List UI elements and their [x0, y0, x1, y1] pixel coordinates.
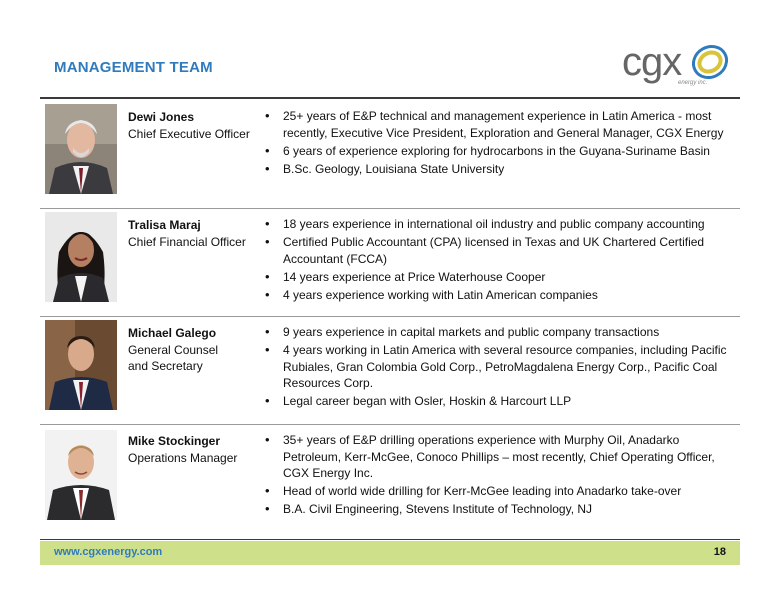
- footer-divider: [40, 539, 740, 540]
- experience-list: [265, 432, 735, 519]
- experience-item: • 25+ years of E&P technical and management experience in Latin America - most recently, Executive Vice President, Exploration and General Manager, CGX Energy: [265, 108, 735, 141]
- row-divider: [40, 316, 740, 317]
- footer-bar: [40, 541, 740, 565]
- logo-subtext: energy inc.: [678, 80, 708, 86]
- portrait-photo: [45, 212, 117, 302]
- team-member-row: [40, 208, 740, 316]
- experience-item: • Legal career began with Osler, Hoskin & Harcourt LLP: [265, 393, 735, 410]
- member-name: Dewi Jones: [128, 110, 195, 124]
- page-title: MANAGEMENT TEAM: [54, 59, 213, 76]
- footer-website-link[interactable]: www.cgxenergy.com: [54, 546, 163, 558]
- experience-item: • 14 years experience at Price Waterhouse Cooper: [265, 269, 735, 286]
- portrait-photo: [45, 104, 117, 194]
- experience-list: [265, 324, 735, 411]
- logo-wordmark: cgx: [622, 40, 682, 84]
- experience-list: [265, 216, 735, 305]
- logo-swirl-icon: [688, 40, 732, 84]
- team-member-row: [40, 316, 740, 424]
- member-role: Chief Executive Officer: [128, 127, 250, 141]
- experience-item: • B.Sc. Geology, Louisiana State University: [265, 161, 735, 178]
- member-name: Mike Stockinger: [128, 434, 221, 448]
- row-divider: [40, 208, 740, 209]
- experience-list: [265, 108, 735, 179]
- page-number: 18: [713, 546, 726, 558]
- experience-item: • 4 years experience working with Latin American companies: [265, 287, 735, 304]
- experience-item: • Head of world wide drilling for Kerr-McGee leading into Anadarko take-over: [265, 483, 735, 500]
- portrait-photo: [45, 320, 117, 410]
- member-role: Chief Financial Officer: [128, 235, 246, 249]
- member-name: Tralisa Maraj: [128, 218, 201, 232]
- company-logo: [620, 36, 732, 92]
- row-divider: [40, 424, 740, 425]
- experience-item: • B.A. Civil Engineering, Stevens Institute of Technology, NJ: [265, 501, 735, 518]
- header-divider: [40, 97, 740, 99]
- member-name: Michael Galego: [128, 326, 217, 340]
- team-member-row: [40, 424, 740, 536]
- member-role: Operations Manager: [128, 451, 238, 465]
- portrait-photo: [45, 430, 117, 520]
- experience-item: • 4 years working in Latin America with several resource companies, including Pacific Rubiales, Gran Colombia Gold Corp., PetroMagdalena Energy Corp., Pacific Coal Resources Corp.: [265, 342, 735, 392]
- experience-item: • Certified Public Accountant (CPA) licensed in Texas and UK Chartered Certified Accountant (FCCA): [265, 234, 735, 267]
- experience-item: • 9 years experience in capital markets and public company transactions: [265, 324, 735, 341]
- member-role: General Counsel and Secretary: [128, 343, 219, 373]
- team-member-row: [40, 100, 740, 208]
- experience-item: • 6 years of experience exploring for hydrocarbons in the Guyana-Suriname Basin: [265, 143, 735, 160]
- experience-item: • 18 years experience in international oil industry and public company accounting: [265, 216, 735, 233]
- experience-item: • 35+ years of E&P drilling operations experience with Murphy Oil, Anadarko Petroleum, Kerr-McGee, Conoco Phillips – most recently, Chief Operating Officer, CGX Energy Inc.: [265, 432, 735, 482]
